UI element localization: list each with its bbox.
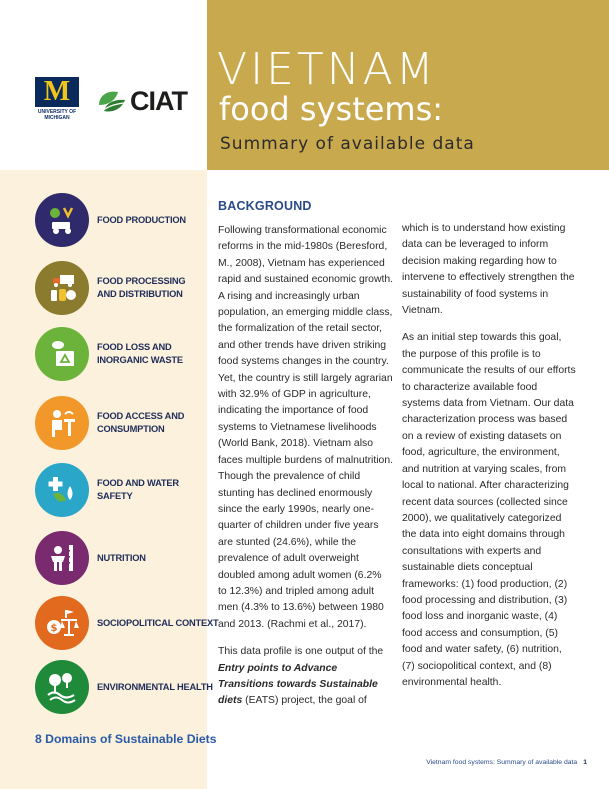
domain-label-line2: INORGANIC WASTE <box>97 355 183 365</box>
footer-text: Vietnam food systems: Summary of available data <box>426 759 578 766</box>
text-column-1 <box>218 223 393 721</box>
page-subtitle: food systems: <box>219 90 444 128</box>
domain-nutrition <box>35 531 146 585</box>
domain-environmental-health <box>35 660 213 714</box>
domain-label-line1: FOOD PROCESSING <box>97 276 186 286</box>
recycle-icon <box>35 327 89 381</box>
domain-label-line2: SAFETY <box>97 491 133 501</box>
domain-label-line1: SOCIOPOLITICAL CONTEXT <box>97 617 219 628</box>
paragraph: As an initial step towards this goal, the purpose of this profile is to communicate the results of our efforts to characterize available food systems data from Vietnam. Our data characterization process was based on a review of existing datasets on food, agriculture, the environment, and nutrition at varying scales, from local to national. After characterizing recent data sources (collected since 2000), we qualitatively categorized the data into eight domains through consultations with experts and sustainable diets conceptual frameworks: (1) food production, (2) food processing and distribution, (3) food loss and inorganic waste, (4) food access and consumption, (5) food and water safety, (6) nutrition, (7) sociopolitical context, and (8) environmental health. <box>402 332 576 688</box>
domain-label-line1: ENVIRONMENTAL HEALTH <box>97 681 213 692</box>
university-of-michigan-logo <box>35 77 79 124</box>
text-column-2 <box>402 221 577 702</box>
domain-food-processing <box>35 261 185 315</box>
paragraph-text: This data profile is one output of the <box>218 646 384 658</box>
domain-sociopolitical <box>35 596 218 650</box>
page-title: VIETNAM <box>217 44 437 95</box>
domain-label-line1: FOOD ACCESS AND <box>97 411 185 421</box>
domain-label-line2: AND DISTRIBUTION <box>97 289 183 299</box>
domain-food-access <box>35 396 184 450</box>
paragraph: Following transformational economic reforms in the mid-1980s (Beresford, M., 2008), Vietnam has experienced rapid and sustained economic growth. A rising and increasingly urban population, an emerging middle class, the formalization of the retail sector, and other trends have driven striking food systems changes in the country. Yet, the country is still largely agrarian with 32.9% of GDP in agriculture, indicating the importance of food systems to Vietnamese livelihoods (World Bank, 2018). Vietnam also faces multiple burdens of malnutrition. Though the prevalence of child stunting has declined enormously since the early 1990s, nearly one-quarter of children under five years are stunted (24.6%), while the prevalence of adult overweight doubled among adult women (6.2% to 12.3%) and tripled among adult men (4.3% to 13.6%) between 1980 and 2013. (Rachmi et al., 2017). <box>218 225 394 630</box>
page-tagline: Summary of available data <box>220 134 475 154</box>
paragraph <box>218 644 393 710</box>
domain-label-line2: CONSUMPTION <box>97 424 165 434</box>
food-access-icon <box>35 396 89 450</box>
um-text-line1: UNIVERSITY OF <box>37 109 77 115</box>
domain-food-loss <box>35 327 183 381</box>
food-production-icon <box>35 193 89 247</box>
page-number: 1 <box>583 759 587 766</box>
paragraph-text: (EATS) project, the goal of <box>242 695 367 707</box>
um-mark: M <box>43 76 71 107</box>
domain-label-line1: FOOD AND WATER <box>97 478 179 488</box>
ciat-leaf-icon <box>96 87 128 117</box>
food-safety-icon <box>35 463 89 517</box>
project-name-emphasis: Entry points to Advance Transitions towards Sustainable diets <box>218 662 378 707</box>
domain-label-line1: NUTRITION <box>97 552 146 563</box>
ciat-wordmark: CIAT <box>130 86 187 116</box>
domain-label-line1: FOOD LOSS AND <box>97 342 172 352</box>
domain-food-production <box>35 193 186 247</box>
sociopolitical-icon <box>35 596 89 650</box>
um-text-line2: MICHIGAN <box>44 115 70 121</box>
svg-text:$: $ <box>50 623 58 634</box>
header-logo-area <box>0 0 207 170</box>
ciat-logo <box>96 86 187 117</box>
page-footer <box>426 759 587 766</box>
sidebar-caption: 8 Domains of Sustainable Diets <box>35 732 217 746</box>
nutrition-icon <box>35 531 89 585</box>
section-heading-background: BACKGROUND <box>218 199 312 213</box>
domain-food-safety <box>35 463 179 517</box>
environment-icon <box>35 660 89 714</box>
paragraph: which is to understand how existing data can be leveraged to inform decision making regarding how to intervene to effectively strengthen the sustainability of food systems in Vietnam. <box>402 223 575 317</box>
food-processing-icon <box>35 261 89 315</box>
domain-label-line1: FOOD PRODUCTION <box>97 214 186 225</box>
